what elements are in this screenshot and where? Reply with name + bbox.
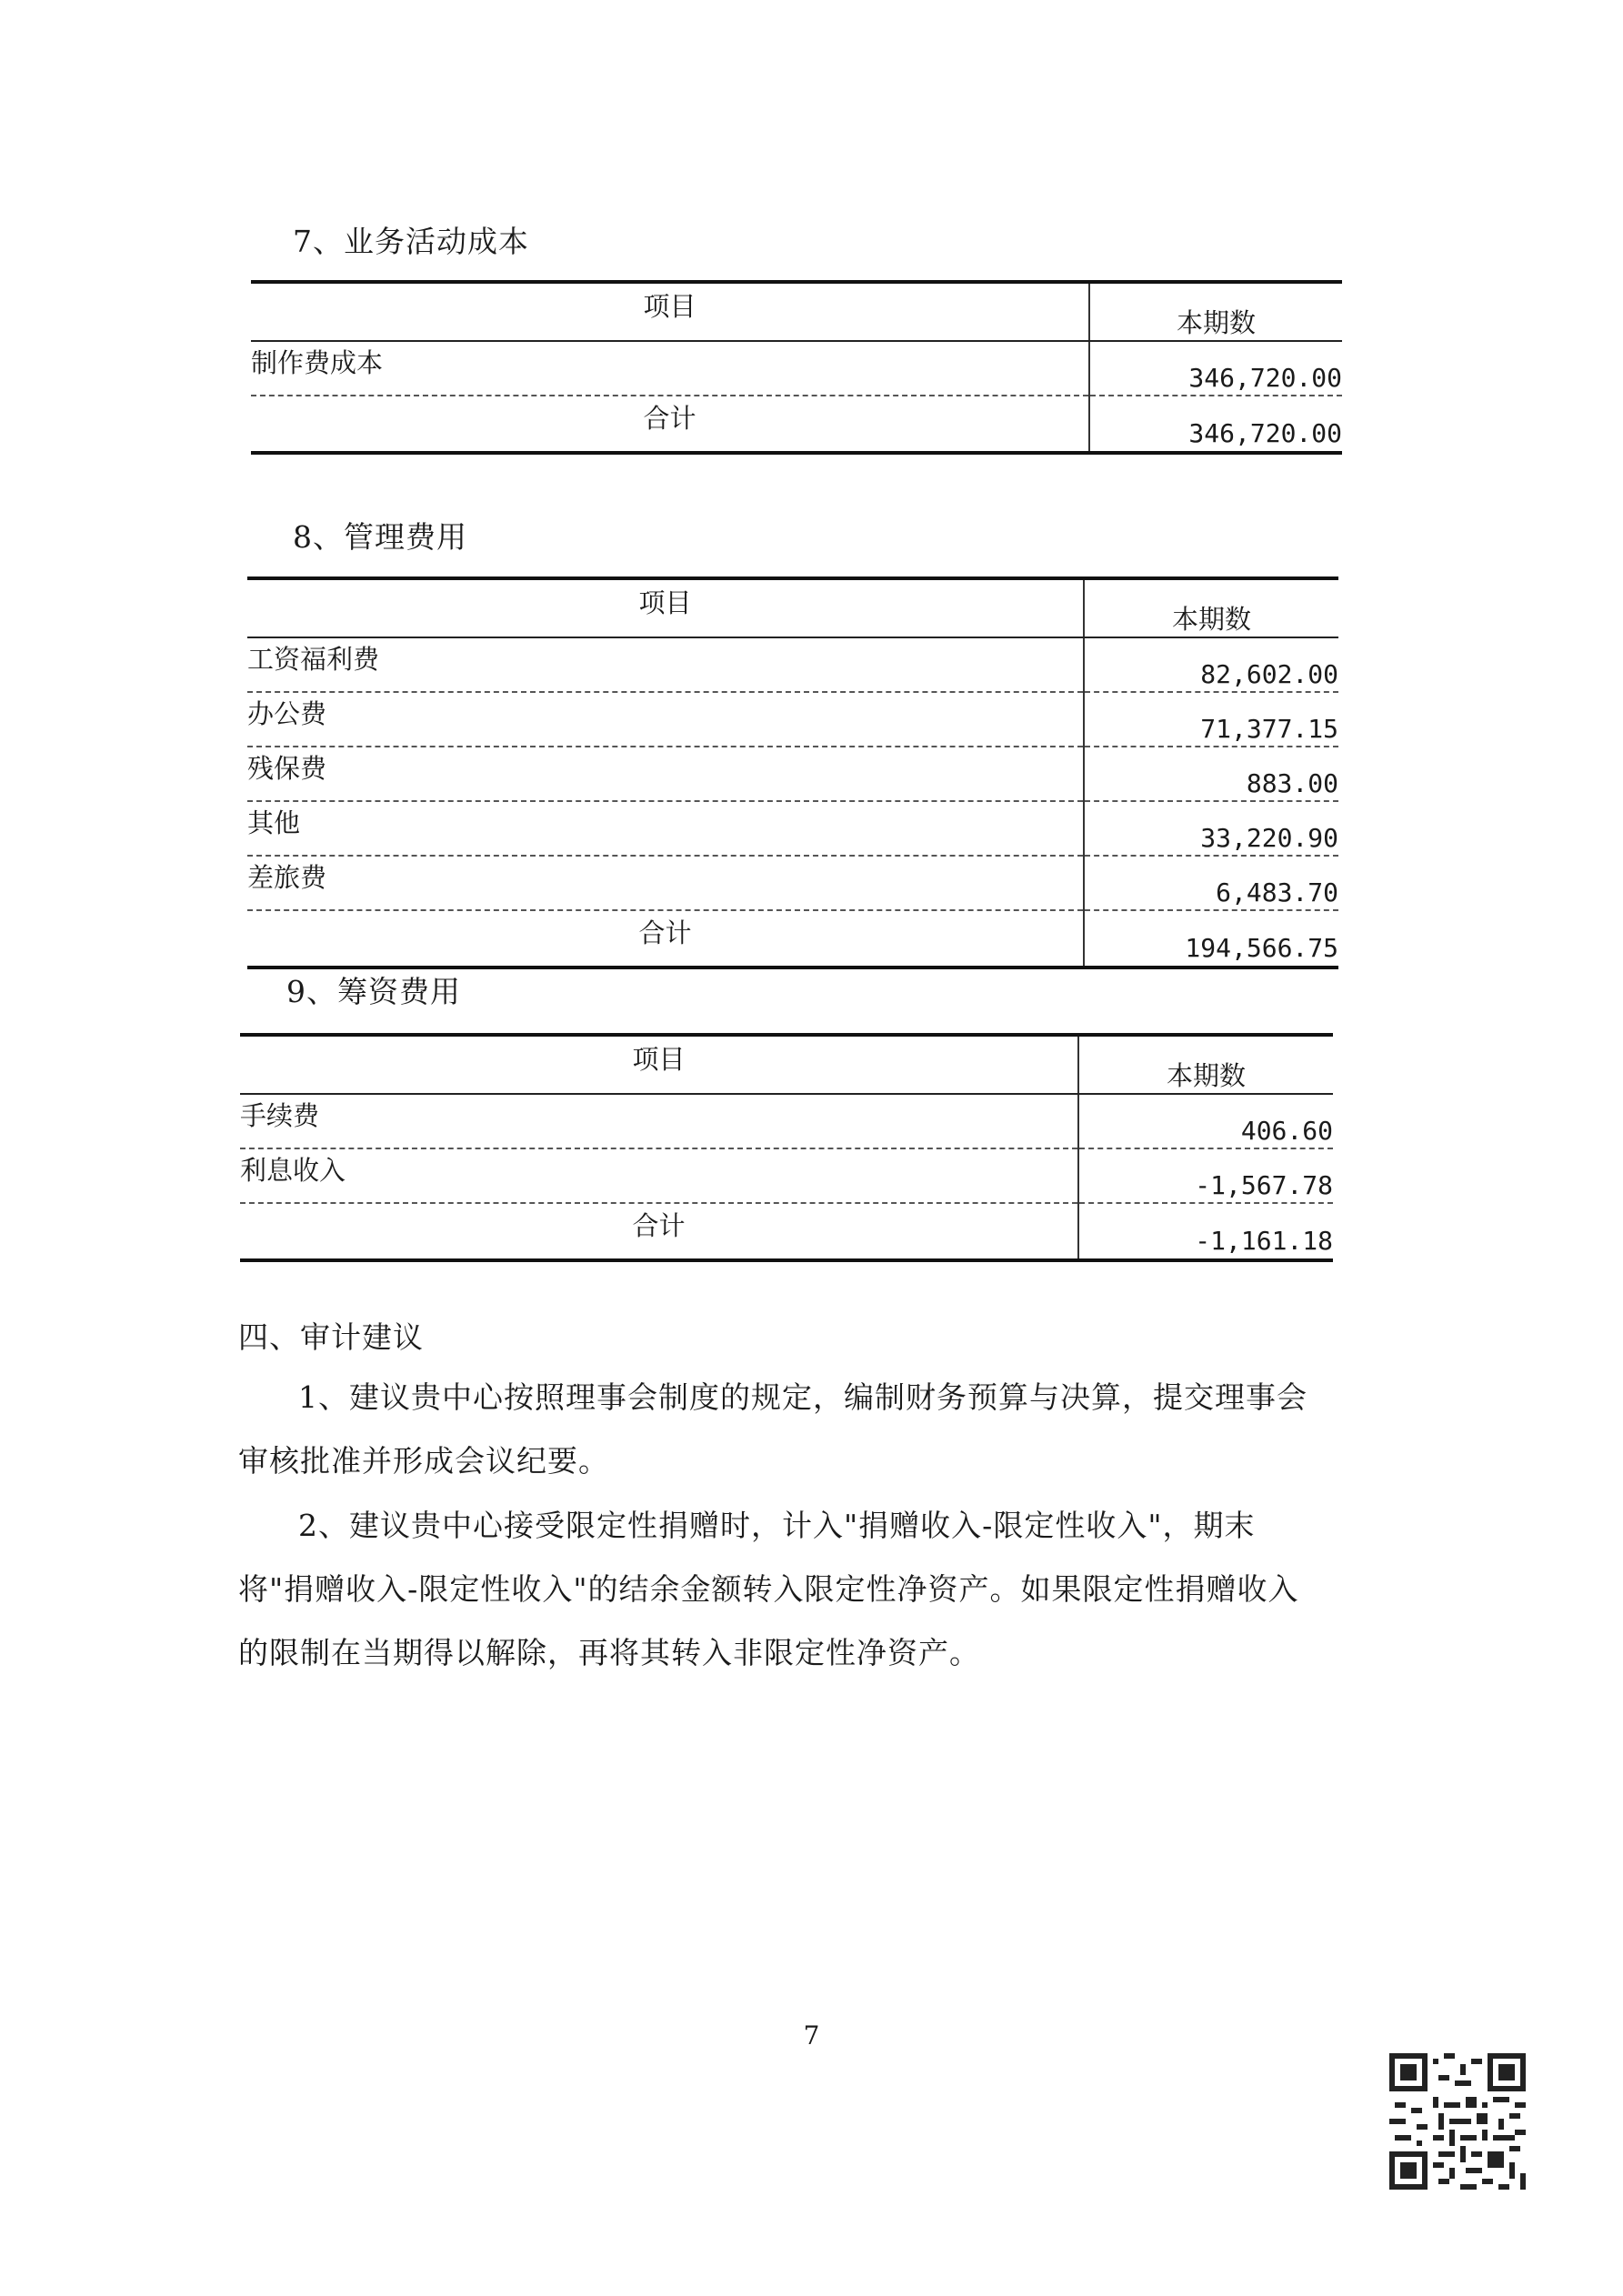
row-amount: 71,377.15: [1084, 692, 1338, 747]
total-label: 合计: [240, 1203, 1078, 1260]
table-row: [247, 801, 1338, 856]
table-row: [247, 856, 1338, 910]
total-amount: 346,720.00: [1089, 396, 1342, 453]
total-label: 合计: [251, 396, 1089, 453]
table-header-row: [240, 1035, 1333, 1094]
header-amount: 本期数: [1084, 578, 1338, 637]
total-row: [247, 910, 1338, 968]
qr-code-icon: [1389, 2053, 1526, 2190]
row-amount: 346,720.00: [1089, 341, 1342, 396]
table-row: [251, 341, 1342, 396]
row-amount: 33,220.90: [1084, 801, 1338, 856]
section-8-table: [247, 577, 1338, 969]
section-7-title: 7、业务活动成本: [293, 224, 529, 259]
table-header-row: [251, 282, 1342, 341]
header-item: 项目: [251, 282, 1089, 341]
header-item: 项目: [240, 1035, 1078, 1094]
header-amount: 本期数: [1089, 282, 1342, 341]
row-amount: 406.60: [1078, 1094, 1333, 1148]
row-amount: 6,483.70: [1084, 856, 1338, 910]
row-item: 办公费: [247, 692, 1084, 747]
table-row: [247, 637, 1338, 692]
total-amount: -1,161.18: [1078, 1203, 1333, 1260]
row-item: 工资福利费: [247, 637, 1084, 692]
row-item: 差旅费: [247, 856, 1084, 910]
row-item: 利息收入: [240, 1148, 1078, 1203]
table-row: [247, 747, 1338, 801]
row-amount: -1,567.78: [1078, 1148, 1333, 1203]
section-8-title: 8、管理费用: [293, 519, 467, 555]
table-header-row: [247, 578, 1338, 637]
audit-title: 四、审计建议: [238, 1319, 424, 1355]
table-row: [240, 1148, 1333, 1203]
row-item: 残保费: [247, 747, 1084, 801]
table-row: [247, 692, 1338, 747]
table-row: [240, 1094, 1333, 1148]
row-amount: 883.00: [1084, 747, 1338, 801]
header-amount: 本期数: [1078, 1035, 1333, 1094]
total-label: 合计: [247, 910, 1084, 968]
total-amount: 194,566.75: [1084, 910, 1338, 968]
audit-paragraph-1: 1、建议贵中心按照理事会制度的规定，编制财务预算与决算，提交理事会审核批准并形成会议纪要。: [238, 1379, 1307, 1479]
row-item: 手续费: [240, 1094, 1078, 1148]
row-amount: 82,602.00: [1084, 637, 1338, 692]
row-item: 制作费成本: [251, 341, 1089, 396]
audit-paragraph-2: 2、建议贵中心接受限定性捐赠时，计入"捐赠收入-限定性收入"，期末将"捐赠收入-限定性收入"的结余金额转入限定性净资产。如果限定性捐赠收入的限制在当期得以解除，再将其转入非限定性净资产。: [238, 1508, 1299, 1670]
section-7-table: [251, 280, 1342, 455]
row-item: 其他: [247, 801, 1084, 856]
page-number: 7: [803, 2020, 820, 2050]
header-item: 项目: [247, 578, 1084, 637]
total-row: [240, 1203, 1333, 1260]
section-9-table: [240, 1033, 1333, 1262]
total-row: [251, 396, 1342, 453]
section-9-title: 9、筹资费用: [286, 974, 461, 1009]
